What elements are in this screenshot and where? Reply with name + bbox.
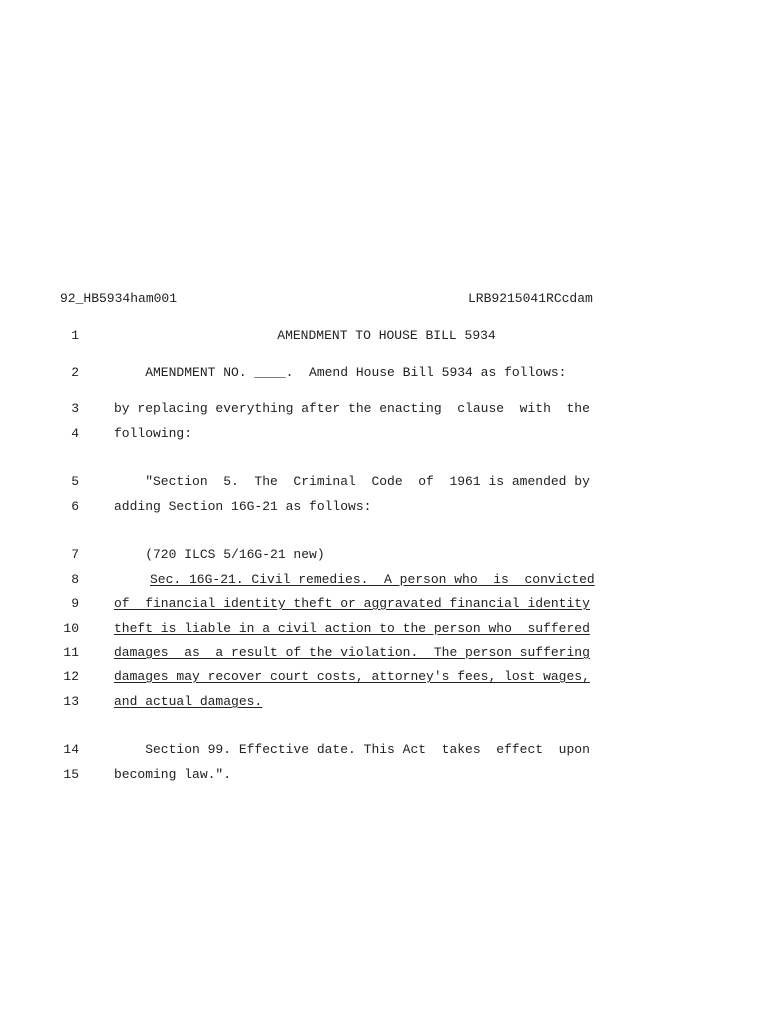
- text-line: "Section 5. The Criminal Code of 1961 is amended by: [114, 474, 590, 489]
- line-number: 1: [71, 328, 79, 343]
- text-line: following:: [114, 426, 193, 441]
- line-number: 2: [71, 365, 79, 380]
- inserted-text-line: [114, 645, 667, 660]
- line-number: 15: [63, 767, 79, 782]
- line-number: 7: [71, 547, 79, 562]
- inserted-text: Sec. 16G-21. Civil remedies. A person who is convicted: [150, 572, 595, 587]
- line-number: 11: [63, 645, 79, 660]
- inserted-text: damages may recover court costs, attorney's fees, lost wages,: [114, 669, 590, 684]
- line-number: 6: [71, 499, 79, 514]
- line-number: 12: [63, 669, 79, 684]
- statute-citation: (720 ILCS 5/16G-21 new): [114, 547, 325, 562]
- amendment-number-line: AMENDMENT NO. ____. Amend House Bill 5934 as follows:: [114, 365, 567, 380]
- inserted-text-line: [114, 669, 667, 684]
- inserted-text-line: [150, 572, 667, 587]
- amendment-title: AMENDMENT TO HOUSE BILL 5934: [277, 328, 496, 343]
- line-number: 3: [71, 401, 79, 416]
- text-line: Section 99. Effective date. This Act takes effect upon: [114, 742, 590, 757]
- inserted-text-line: [114, 621, 667, 636]
- line-number: 8: [71, 572, 79, 587]
- text-line: adding Section 16G-21 as follows:: [114, 499, 372, 514]
- inserted-text: of financial identity theft or aggravated financial identity: [114, 596, 590, 611]
- inserted-text: theft is liable in a civil action to the person who suffered: [114, 621, 590, 636]
- line-number: 5: [71, 474, 79, 489]
- inserted-text: damages as a result of the violation. The person suffering: [114, 645, 590, 660]
- inserted-text: and actual damages.: [114, 694, 263, 709]
- line-number: 14: [63, 742, 79, 757]
- line-number: 10: [63, 621, 79, 636]
- inserted-text-line: [114, 694, 667, 709]
- line-number: 9: [71, 596, 79, 611]
- inserted-text-line: [114, 596, 667, 611]
- line-number: 13: [63, 694, 79, 709]
- text-line: by replacing everything after the enacting clause with the: [114, 401, 590, 416]
- lrb-number: LRB9215041RCcdam: [468, 291, 593, 306]
- line-number: 4: [71, 426, 79, 441]
- text-line: becoming law.".: [114, 767, 232, 782]
- document-id: 92_HB5934ham001: [60, 291, 178, 306]
